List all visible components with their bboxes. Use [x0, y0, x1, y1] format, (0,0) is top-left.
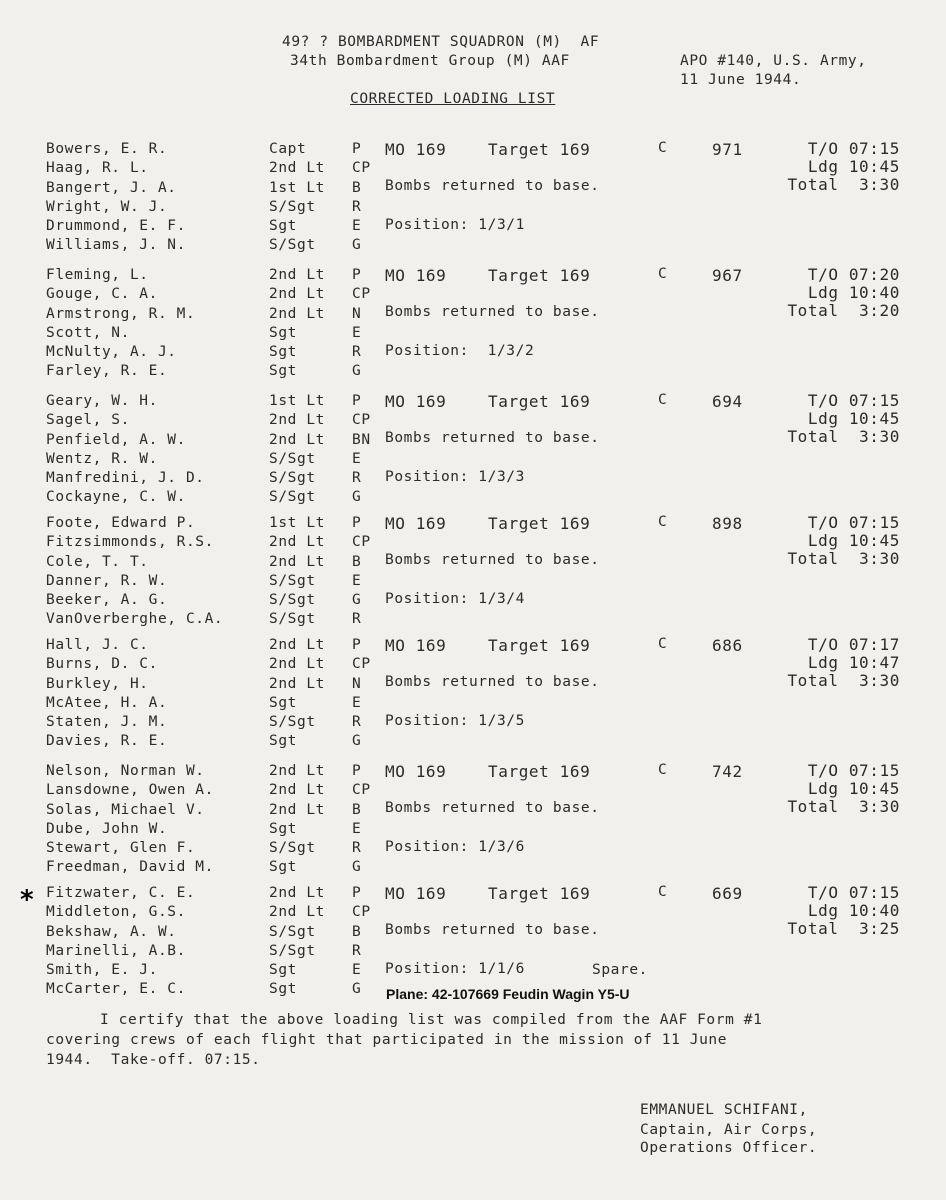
member-position: N	[352, 675, 362, 692]
member-name: Manfredini, J. D.	[46, 470, 205, 487]
member-name: Hall, J. C.	[46, 637, 149, 653]
takeoff-time: T/O 07:15	[807, 139, 900, 158]
certification-line-3: 1944. Take-off. 07:15.	[46, 1052, 261, 1068]
member-rank: 2nd Lt	[269, 675, 325, 692]
member-rank: 2nd Lt	[269, 160, 325, 177]
member-rank: 2nd Lt	[269, 782, 325, 799]
member-rank: S/Sgt	[269, 237, 316, 254]
member-name: McNulty, A. J.	[46, 344, 177, 361]
member-name: McAtee, H. A.	[46, 694, 168, 711]
member-name: Haag, R. L.	[46, 160, 149, 177]
spare-note: Spare.	[592, 962, 648, 978]
aircraft-number: 971	[712, 140, 743, 159]
target: Target 169	[488, 762, 591, 781]
member-rank: 2nd Lt	[269, 656, 325, 673]
member-rank: 2nd Lt	[269, 637, 325, 653]
member-name: Gouge, C. A.	[46, 286, 158, 303]
formation-position: Position: 1/3/4	[385, 591, 525, 607]
takeoff-time: T/O 07:15	[807, 513, 900, 532]
member-position: N	[352, 305, 362, 322]
member-position: G	[352, 733, 362, 750]
target: Target 169	[488, 636, 591, 655]
group-heading: 34th Bombardment Group (M) AAF	[290, 53, 570, 69]
member-position: P	[352, 763, 362, 779]
flight-times	[760, 636, 900, 690]
member-position: E	[352, 694, 362, 711]
member-position: G	[352, 237, 362, 254]
flight-times	[760, 140, 900, 194]
formation-position: Position: 1/3/2	[385, 343, 535, 359]
member-position: E	[352, 218, 362, 235]
crew-code: C	[658, 140, 668, 156]
mission-note: Bombs returned to base.	[385, 922, 600, 938]
member-name: Wright, W. J.	[46, 198, 168, 215]
target: Target 169	[488, 884, 591, 903]
member-position: P	[352, 637, 362, 653]
formation-position: Position: 1/1/6	[385, 961, 525, 977]
mission-note: Bombs returned to base.	[385, 800, 600, 816]
member-position: E	[352, 820, 362, 837]
member-position: R	[352, 198, 362, 215]
star-marker: *	[20, 885, 34, 915]
crew-block	[0, 266, 946, 392]
member-name: Beeker, A. G.	[46, 592, 168, 609]
member-rank: S/Sgt	[269, 198, 316, 215]
member-name: Dube, John W.	[46, 820, 168, 837]
signature-name: EMMANUEL SCHIFANI,	[640, 1102, 808, 1118]
target: Target 169	[488, 140, 591, 159]
member-position: CP	[352, 286, 371, 303]
member-rank: S/Sgt	[269, 592, 316, 609]
flight-times	[760, 514, 900, 568]
member-position: CP	[352, 160, 371, 177]
member-name: Danner, R. W.	[46, 572, 168, 589]
takeoff-time: T/O 07:15	[807, 761, 900, 780]
member-name: Armstrong, R. M.	[46, 305, 196, 322]
crew-code: C	[658, 636, 668, 652]
certification-line-2: covering crews of each flight that participated in the mission of 11 June	[46, 1032, 728, 1048]
formation-position: Position: 1/3/3	[385, 469, 525, 485]
formation-position: Position: 1/3/5	[385, 713, 525, 729]
mission-number: MO 169	[385, 140, 447, 159]
member-rank: Sgt	[269, 981, 297, 998]
member-name: Davies, R. E.	[46, 733, 168, 750]
landing-time: Ldg 10:47	[807, 653, 900, 672]
mission-number: MO 169	[385, 514, 447, 533]
member-rank: 2nd Lt	[269, 904, 325, 921]
member-name: Wentz, R. W.	[46, 450, 158, 467]
aircraft-number: 898	[712, 514, 743, 533]
takeoff-time: T/O 07:17	[807, 635, 900, 654]
member-rank: S/Sgt	[269, 840, 316, 857]
crew-code: C	[658, 266, 668, 282]
landing-time: Ldg 10:45	[807, 157, 900, 176]
member-position: R	[352, 344, 362, 361]
crew-code: C	[658, 392, 668, 408]
member-rank: S/Sgt	[269, 714, 316, 731]
member-name: Cole, T. T.	[46, 553, 149, 570]
apo-address: APO #140, U.S. Army,	[680, 53, 867, 69]
mission-note: Bombs returned to base.	[385, 674, 600, 690]
member-rank: Sgt	[269, 962, 297, 979]
member-rank: Sgt	[269, 363, 297, 380]
crew-block	[0, 636, 946, 762]
certification-line-1: I certify that the above loading list was compiled from the AAF Form #1	[100, 1012, 763, 1028]
flight-times	[760, 884, 900, 938]
member-rank: S/Sgt	[269, 470, 316, 487]
mission-number: MO 169	[385, 266, 447, 285]
member-position: CP	[352, 412, 371, 429]
member-rank: S/Sgt	[269, 450, 316, 467]
aircraft-number: 742	[712, 762, 743, 781]
crew-block	[0, 762, 946, 888]
total-time: Total 3:25	[787, 919, 900, 938]
member-name: Fleming, L.	[46, 267, 149, 283]
member-name: Scott, N.	[46, 324, 130, 341]
member-rank: 2nd Lt	[269, 412, 325, 429]
member-position: R	[352, 470, 362, 487]
target: Target 169	[488, 514, 591, 533]
member-rank: Sgt	[269, 859, 297, 876]
aircraft-number: 967	[712, 266, 743, 285]
member-position: P	[352, 393, 362, 409]
mission-note: Bombs returned to base.	[385, 304, 600, 320]
member-position: R	[352, 840, 362, 857]
member-name: Foote, Edward P.	[46, 515, 196, 531]
landing-time: Ldg 10:45	[807, 409, 900, 428]
member-name: Farley, R. E.	[46, 363, 168, 380]
crew-code: C	[658, 884, 668, 900]
member-name: Lansdowne, Owen A.	[46, 782, 214, 799]
crew-block	[0, 514, 946, 640]
total-time: Total 3:30	[787, 549, 900, 568]
total-time: Total 3:30	[787, 175, 900, 194]
member-rank: 2nd Lt	[269, 431, 325, 448]
mission-note: Bombs returned to base.	[385, 552, 600, 568]
member-position: CP	[352, 782, 371, 799]
member-rank: Sgt	[269, 733, 297, 750]
member-name: Smith, E. J.	[46, 962, 158, 979]
crew-block	[0, 140, 946, 266]
aircraft-number: 694	[712, 392, 743, 411]
flight-times	[760, 762, 900, 816]
member-position: G	[352, 489, 362, 506]
member-position: B	[352, 553, 362, 570]
flight-times	[760, 266, 900, 320]
member-rank: S/Sgt	[269, 942, 316, 959]
member-position: E	[352, 450, 362, 467]
member-rank: 2nd Lt	[269, 763, 325, 779]
landing-time: Ldg 10:40	[807, 283, 900, 302]
member-position: E	[352, 962, 362, 979]
landing-time: Ldg 10:45	[807, 779, 900, 798]
member-rank: Sgt	[269, 344, 297, 361]
flight-times	[760, 392, 900, 446]
member-position: BN	[352, 431, 371, 448]
member-name: Staten, J. M.	[46, 714, 168, 731]
takeoff-time: T/O 07:20	[807, 265, 900, 284]
member-position: B	[352, 923, 362, 940]
member-rank: Sgt	[269, 324, 297, 341]
member-name: McCarter, E. C.	[46, 981, 186, 998]
takeoff-time: T/O 07:15	[807, 883, 900, 902]
member-rank: S/Sgt	[269, 611, 316, 628]
total-time: Total 3:20	[787, 301, 900, 320]
mission-number: MO 169	[385, 762, 447, 781]
document-date: 11 June 1944.	[680, 72, 802, 88]
member-rank: 1st Lt	[269, 515, 325, 531]
member-position: P	[352, 885, 362, 901]
member-position: P	[352, 267, 362, 283]
member-rank: Sgt	[269, 218, 297, 235]
target: Target 169	[488, 266, 591, 285]
crew-code: C	[658, 514, 668, 530]
document-title: CORRECTED LOADING LIST	[350, 91, 556, 107]
formation-position: Position: 1/3/6	[385, 839, 525, 855]
landing-time: Ldg 10:40	[807, 901, 900, 920]
signature-rank: Captain, Air Corps,	[640, 1122, 818, 1138]
member-rank: 2nd Lt	[269, 553, 325, 570]
member-position: CP	[352, 656, 371, 673]
member-position: G	[352, 363, 362, 380]
member-position: P	[352, 515, 362, 531]
member-position: E	[352, 324, 362, 341]
member-rank: Sgt	[269, 820, 297, 837]
member-rank: 2nd Lt	[269, 267, 325, 283]
member-position: B	[352, 179, 362, 196]
member-name: Marinelli, A.B.	[46, 942, 186, 959]
member-rank: Sgt	[269, 694, 297, 711]
member-rank: 2nd Lt	[269, 534, 325, 551]
member-name: Stewart, Glen F.	[46, 840, 196, 857]
squadron-heading: 49? ? BOMBARDMENT SQUADRON (M) AF	[282, 34, 600, 50]
member-position: G	[352, 859, 362, 876]
member-rank: S/Sgt	[269, 572, 316, 589]
member-position: R	[352, 714, 362, 731]
mission-number: MO 169	[385, 392, 447, 411]
member-name: Burns, D. C.	[46, 656, 158, 673]
formation-position: Position: 1/3/1	[385, 217, 525, 233]
member-rank: 2nd Lt	[269, 286, 325, 303]
member-position: E	[352, 572, 362, 589]
member-position: CP	[352, 904, 371, 921]
member-name: Bangert, J. A.	[46, 179, 177, 196]
member-name: Bekshaw, A. W.	[46, 923, 177, 940]
takeoff-time: T/O 07:15	[807, 391, 900, 410]
member-rank: 1st Lt	[269, 179, 325, 196]
member-rank: 2nd Lt	[269, 305, 325, 322]
member-name: Fitzsimmonds, R.S.	[46, 534, 214, 551]
member-name: Penfield, A. W.	[46, 431, 186, 448]
member-rank: Capt	[269, 141, 307, 157]
target: Target 169	[488, 392, 591, 411]
crew-block	[0, 392, 946, 518]
member-position: B	[352, 801, 362, 818]
total-time: Total 3:30	[787, 427, 900, 446]
member-name: Cockayne, C. W.	[46, 489, 186, 506]
mission-note: Bombs returned to base.	[385, 178, 600, 194]
member-rank: 1st Lt	[269, 393, 325, 409]
mission-number: MO 169	[385, 636, 447, 655]
member-position: G	[352, 592, 362, 609]
member-name: Nelson, Norman W.	[46, 763, 205, 779]
member-position: R	[352, 611, 362, 628]
mission-number: MO 169	[385, 884, 447, 903]
member-rank: S/Sgt	[269, 489, 316, 506]
member-position: G	[352, 981, 362, 998]
aircraft-number: 686	[712, 636, 743, 655]
member-name: Solas, Michael V.	[46, 801, 205, 818]
member-name: Middleton, G.S.	[46, 904, 186, 921]
member-name: Sagel, S.	[46, 412, 130, 429]
member-position: P	[352, 141, 362, 157]
member-name: Geary, W. H.	[46, 393, 158, 409]
member-rank: 2nd Lt	[269, 801, 325, 818]
member-name: VanOverberghe, C.A.	[46, 611, 224, 628]
member-name: Burkley, H.	[46, 675, 149, 692]
landing-time: Ldg 10:45	[807, 531, 900, 550]
member-position: R	[352, 942, 362, 959]
crew-code: C	[658, 762, 668, 778]
plane-annotation: Plane: 42-107669 Feudin Wagin Y5-U	[386, 986, 630, 1002]
signature-title: Operations Officer.	[640, 1140, 818, 1156]
member-name: Freedman, David M.	[46, 859, 214, 876]
total-time: Total 3:30	[787, 797, 900, 816]
member-position: CP	[352, 534, 371, 551]
member-rank: 2nd Lt	[269, 885, 325, 901]
total-time: Total 3:30	[787, 671, 900, 690]
member-name: Williams, J. N.	[46, 237, 186, 254]
member-rank: S/Sgt	[269, 923, 316, 940]
member-name: Fitzwater, C. E.	[46, 885, 196, 901]
member-name: Bowers, E. R.	[46, 141, 168, 157]
member-name: Drummond, E. F.	[46, 218, 186, 235]
aircraft-number: 669	[712, 884, 743, 903]
mission-note: Bombs returned to base.	[385, 430, 600, 446]
